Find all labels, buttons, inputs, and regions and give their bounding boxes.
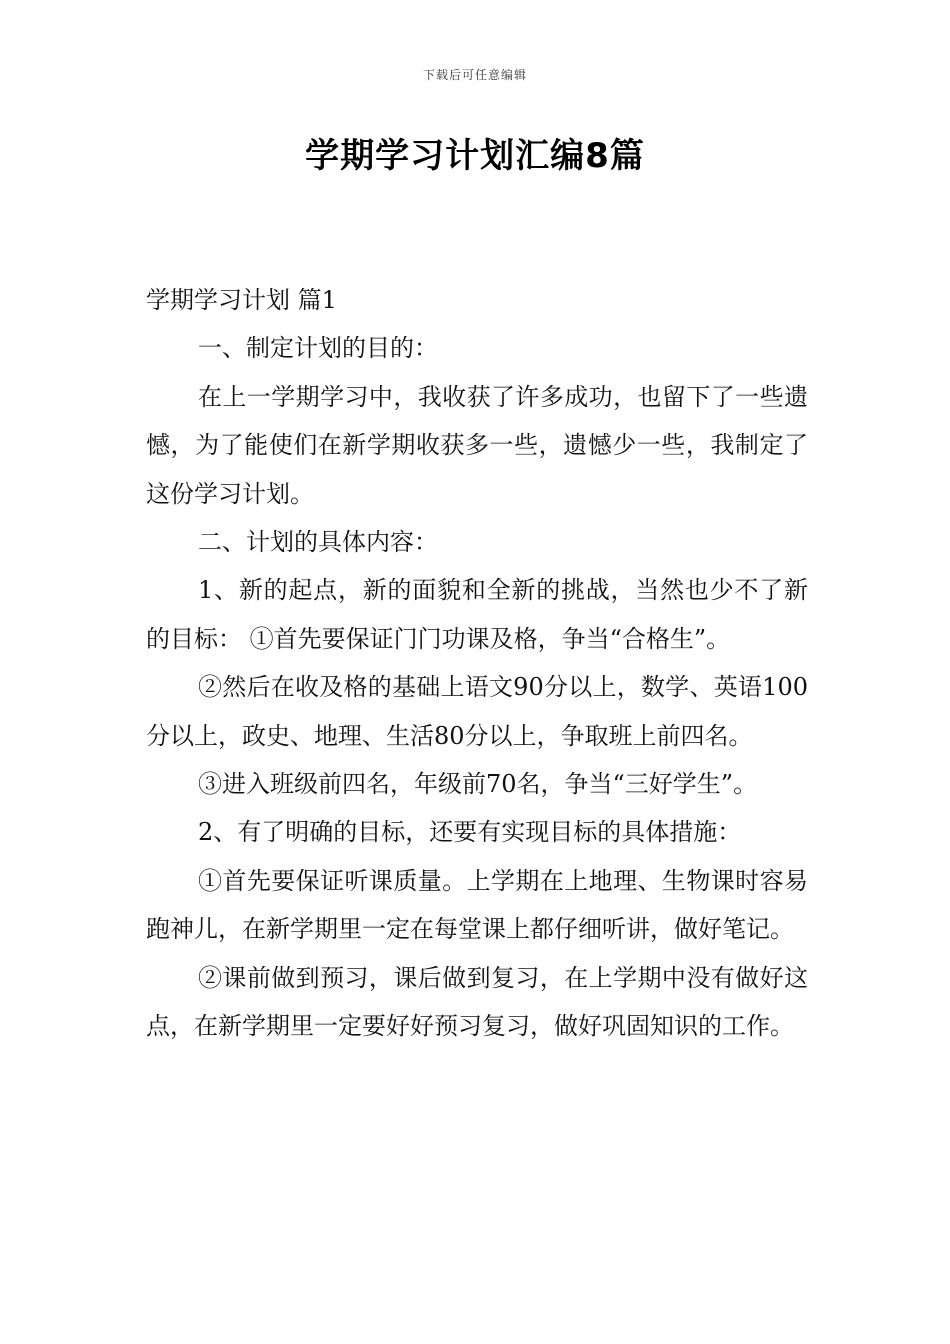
document-title: 学期学习计划汇编8篇 [305, 136, 645, 176]
paragraph: ②课前做到预习，课后做到复习，在上学期中没有做好这点，在新学期里一定要好好预习复习，做好巩固知识的工作。 [146, 963, 808, 1041]
paragraph: ②然后在收及格的基础上语文90分以上，数学、英语100分以上，政史、地理、生活80分以上，争取班上前四名。 [146, 673, 808, 750]
document-body [146, 276, 808, 1051]
paragraph: 在上一学期学习中，我收获了许多成功，也留下了一些遗憾，为了能使们在新学期收获多一些，遗憾少一些，我制定了这份学习计划。 [146, 382, 808, 508]
paragraph: 二、计划的具体内容： [198, 528, 438, 557]
paragraph: 一、制定计划的目的： [198, 334, 438, 363]
section-heading: 学期学习计划 篇1 [146, 286, 337, 314]
paragraph: ③进入班级前四名，年级前70名，争当“三好学生”。 [198, 770, 758, 799]
paragraph: 1、新的起点，新的面貌和全新的挑战，当然也少不了新的目标： ①首先要保证门门功课及格，争当“合格生”。 [146, 576, 808, 653]
paragraph: ①首先要保证听课质量。上学期在上地理、生物课时容易跑神儿，在新学期里一定在每堂课上都仔细听讲，做好笔记。 [146, 866, 808, 944]
paragraph: 2、有了明确的目标，还要有实现目标的具体措施： [198, 818, 742, 847]
header-note: 下载后可任意编辑 [422, 68, 527, 82]
